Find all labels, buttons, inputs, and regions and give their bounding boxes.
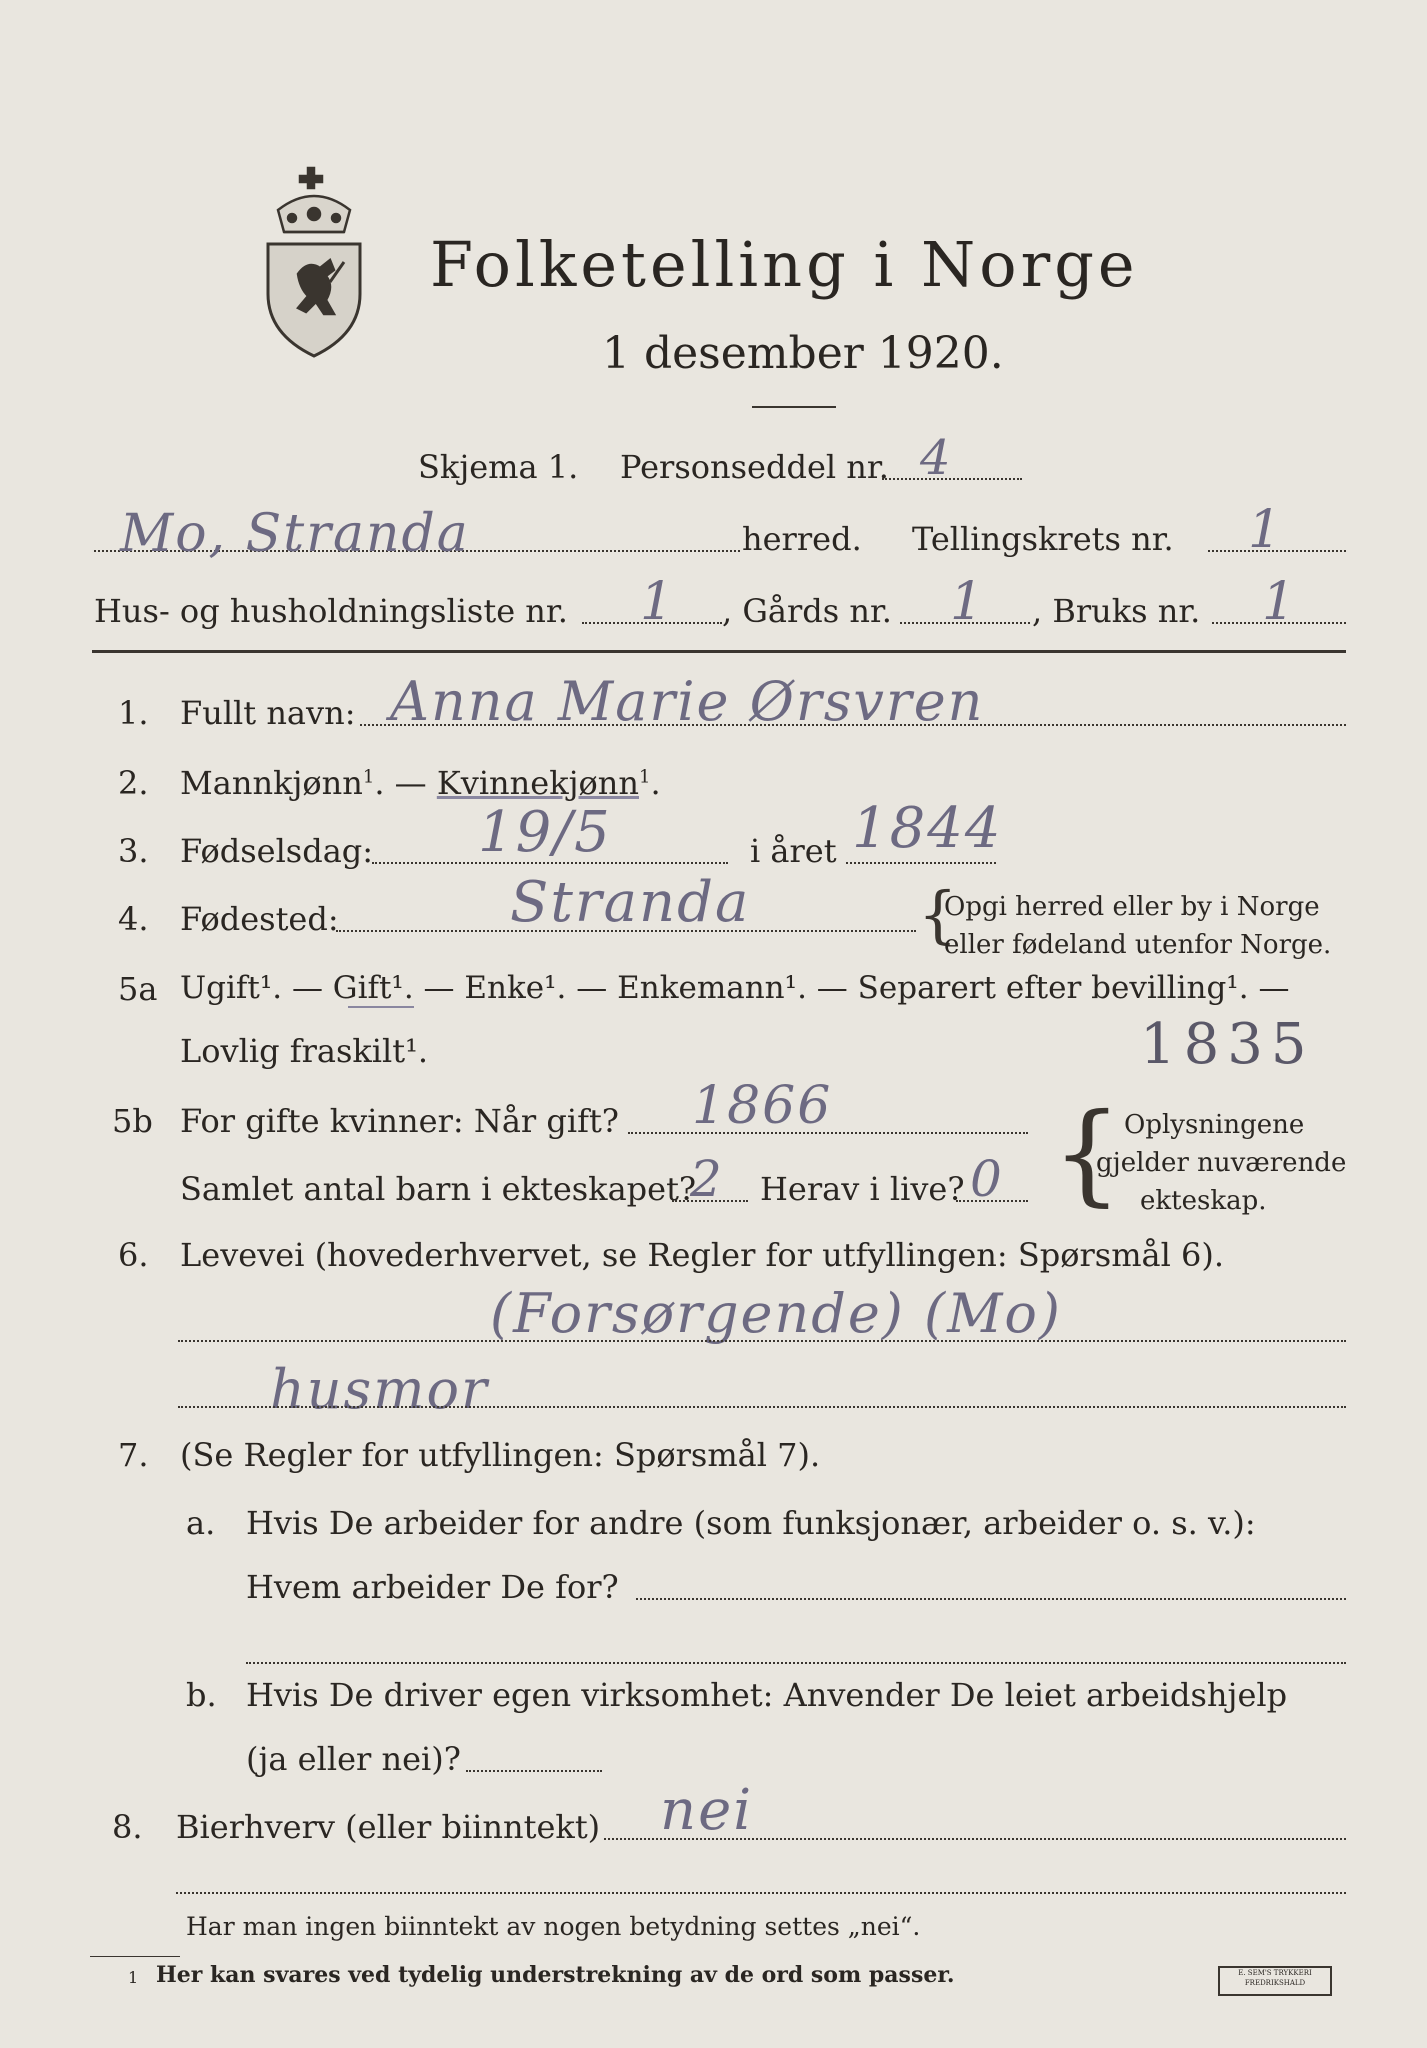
coat-of-arms-icon <box>258 162 370 362</box>
q3-number: 3. <box>118 832 149 870</box>
herred-value: Mo, Stranda <box>120 504 470 564</box>
census-date: 1 desember 1920. <box>602 328 1004 379</box>
q7b-sub: (ja eller nei)? <box>246 1740 461 1778</box>
herred-label: herred. <box>742 520 862 558</box>
q7a-line-1 <box>636 1598 1346 1600</box>
q5b-brace: { <box>1052 1089 1122 1217</box>
q6-value-2: husmor <box>270 1358 489 1421</box>
q4-note-1: Opgi herred eller by i Norge <box>944 892 1320 922</box>
q5a-number: 5a <box>118 970 158 1008</box>
tellingskrets-value: 1 <box>1248 500 1284 560</box>
q7a-label: Hvis De arbeider for andre (som funksjonær, arbeider o. s. v.): <box>246 1504 1256 1542</box>
q6-value-1: (Forsørgende) (Mo) <box>490 1282 1062 1345</box>
q3-year-value: 1844 <box>852 796 1003 861</box>
q3-year-line <box>846 862 996 864</box>
printer-mark <box>1218 1966 1332 1996</box>
q5b-number: 5b <box>112 1102 153 1140</box>
q4-value: Stranda <box>510 870 751 935</box>
q2-row: Mannkjønn$^1$. — Kvinnekjønn$^1$. <box>180 764 661 802</box>
footnote-mark: 1 <box>128 1968 139 1987</box>
gards-value: 1 <box>950 572 986 632</box>
gards-label: , Gårds nr. <box>722 592 892 630</box>
q5b-label-1: For gifte kvinner: Når gift? <box>180 1102 619 1140</box>
tellingskrets-label: Tellingskrets nr. <box>912 520 1174 558</box>
q3-year-label: i året <box>750 832 837 870</box>
q6-label: Levevei (hovederhvervet, se Regler for utfyllingen: Spørsmål 6). <box>180 1236 1225 1274</box>
q5b-value-2: 2 <box>690 1150 724 1208</box>
printer-text: E. SEM'S TRYKKERI FREDRIKSHALD <box>1238 1969 1312 1987</box>
q5b-value-1: 1866 <box>692 1076 833 1136</box>
footnote-text: Her kan svares ved tydelig understrekning av de ord som passer. <box>156 1962 955 1988</box>
q6-line-1 <box>178 1340 1346 1342</box>
q5b-label-2: Samlet antal barn i ekteskapet? <box>180 1170 697 1208</box>
q5a-extra-value: 1835 <box>1140 1012 1315 1077</box>
q4-brace: { <box>918 878 958 951</box>
q1-number: 1. <box>118 694 149 732</box>
q6-number: 6. <box>118 1236 149 1274</box>
husliste-value: 1 <box>640 572 676 632</box>
skjema-label: Skjema 1. <box>418 448 579 486</box>
q5a-line-2: Lovlig fraskilt¹. <box>180 1032 429 1070</box>
q7b-label: Hvis De driver egen virksomhet: Anvender De leiet arbeidshjelp <box>246 1676 1288 1714</box>
q7-label: (Se Regler for utfyllingen: Spørsmål 7). <box>180 1436 821 1474</box>
footer-note: Har man ingen biinntekt av nogen betydning settes „nei“. <box>186 1912 921 1941</box>
bruks-label: , Bruks nr. <box>1032 592 1201 630</box>
q7-number: 7. <box>118 1436 149 1474</box>
q5a-line-1: Ugift¹. — Gift¹. — Enke¹. — Enkemann¹. — Separert efter bevilling¹. — <box>180 970 1290 1006</box>
q6-line-2 <box>178 1406 1346 1408</box>
q8-line-2 <box>176 1892 1346 1894</box>
personseddel-label: Personseddel nr. <box>620 448 889 486</box>
q2-sep: — <box>394 764 427 802</box>
footnote-divider <box>90 1956 180 1957</box>
q2-kvinne: Kvinnekjønn <box>436 764 639 802</box>
husliste-label: Hus- og husholdningsliste nr. <box>94 592 568 630</box>
title-divider <box>752 406 836 408</box>
q5b-label-3: Herav i live? <box>760 1170 965 1208</box>
q8-label: Bierhverv (eller biinntekt) <box>176 1808 601 1846</box>
form-title: Folketelling i Norge <box>430 228 1139 301</box>
q4-label: Fødested: <box>180 900 339 938</box>
q1-value: Anna Marie Ørsvren <box>390 670 985 733</box>
q1-label: Fullt navn: <box>180 694 356 732</box>
q2-number: 2. <box>118 764 149 802</box>
q2-sup-2: 1 <box>639 766 651 788</box>
q5b-note-1: Oplysningene <box>1124 1110 1305 1140</box>
q2-sup-1: 1 <box>362 766 375 788</box>
q5b-note-2: gjelder nuværende <box>1096 1148 1347 1178</box>
q5b-note-3: ekteskap. <box>1140 1186 1267 1216</box>
q5b-value-3: 0 <box>970 1150 1004 1208</box>
q7b-letter: b. <box>186 1676 217 1714</box>
q3-label: Fødselsdag: <box>180 832 374 870</box>
q7a-line-2 <box>246 1662 1346 1664</box>
q7a-letter: a. <box>186 1504 216 1542</box>
q5a-gift-underline <box>348 1006 414 1008</box>
q4-note-2: eller fødeland utenfor Norge. <box>944 930 1332 960</box>
q8-number: 8. <box>112 1808 143 1846</box>
q7b-line <box>466 1770 602 1772</box>
q4-number: 4. <box>118 900 149 938</box>
personseddel-value: 4 <box>920 430 953 486</box>
q7a-sub: Hvem arbeider De for? <box>246 1568 619 1606</box>
header-divider <box>92 650 1346 653</box>
bruks-value: 1 <box>1262 572 1298 632</box>
q2-mann: Mannkjønn <box>180 764 363 802</box>
q3-value: 19/5 <box>478 800 612 865</box>
q8-value: nei <box>660 1778 754 1843</box>
